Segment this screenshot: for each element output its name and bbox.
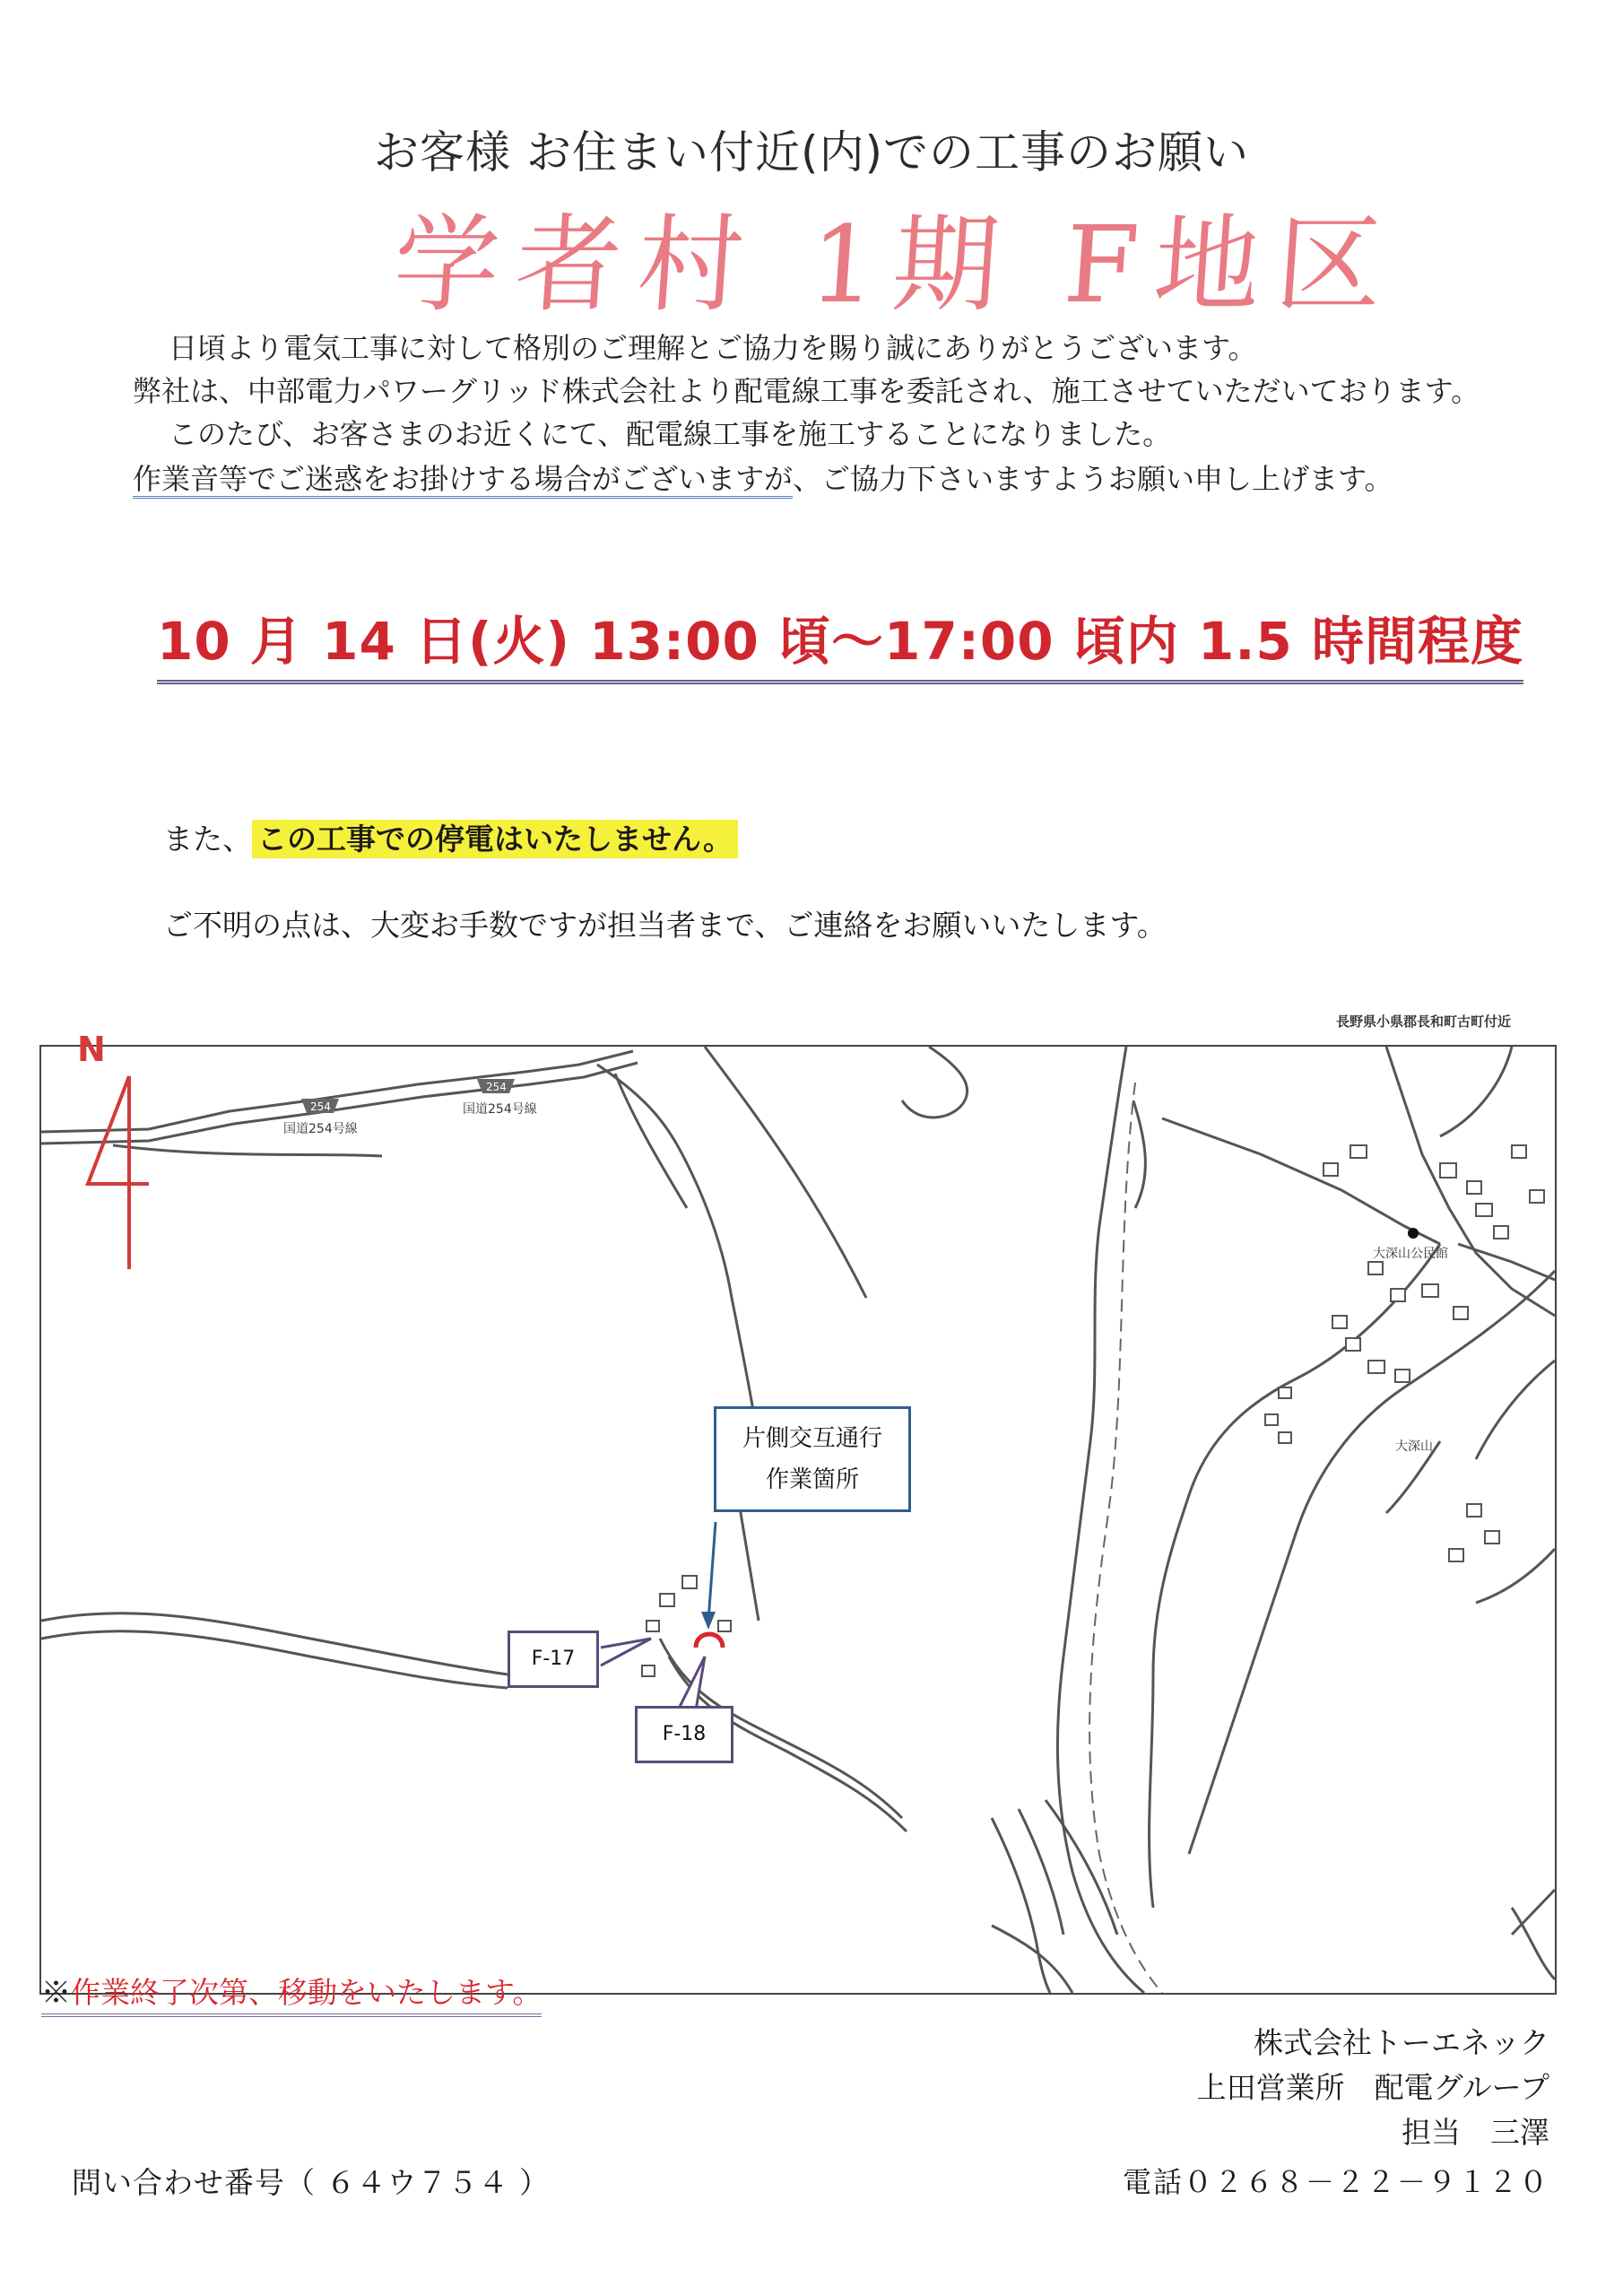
noise-apology-paragraph — [133, 457, 1393, 500]
map-location-label: 長野県小県郡長和町古町付近 — [1336, 1013, 1512, 1030]
note-text: 作業終了次第、移動をいたします。 — [71, 1975, 542, 2010]
work-schedule-datetime: 10 月 14 日(火) 13:00 頃～17:00 頃内 1.5 時間程度 — [157, 599, 1523, 684]
place-ofukayama: 大深山 — [1395, 1439, 1433, 1454]
person-in-charge: 担当 三澤 — [1402, 2115, 1549, 2150]
work-notice-paragraph: このたび、お客さまのお近くにて、配電線工事を施工することになりました。 — [169, 417, 1172, 451]
pole-f17-label: F-17 — [508, 1631, 599, 1688]
inquiry-number: 問い合わせ番号（ ６４ウ７５４ ） — [72, 2165, 550, 2200]
cooperation-text: 、ご協力下さいますようお願い申し上げます。 — [793, 462, 1393, 496]
no-outage-highlight: この工事での停電はいたしません。 — [252, 820, 738, 858]
relocation-note — [41, 1970, 542, 2017]
contact-request: ご不明の点は、大変お手数ですが担当者まで、ご連絡をお願いいたします。 — [163, 908, 1167, 943]
work-site-map — [39, 1045, 1557, 1995]
north-label: N — [77, 1030, 106, 1069]
note-mark: ※ — [41, 1975, 71, 2010]
greeting-paragraph: 日頃より電気工事に対して格別のご理解とご協力を賜り誠にありがとうございます。 — [169, 331, 1257, 365]
road-label-1: 国道254号線 — [283, 1122, 358, 1136]
callout-line-2: 作業箇所 — [765, 1466, 859, 1493]
company-name: 株式会社トーエネック — [1254, 2025, 1549, 2060]
notice-prefix: また、 — [163, 822, 252, 857]
handwritten-area-name: 学者村 1期 F地区 — [389, 203, 1403, 326]
map-drawing — [41, 1047, 1555, 1993]
office-name: 上田営業所 配電グループ — [1196, 2070, 1549, 2105]
road-shield-2: 254 — [486, 1081, 507, 1093]
callout-line-1: 片側交互通行 — [742, 1425, 882, 1452]
alternating-traffic-callout — [714, 1406, 911, 1512]
no-outage-notice — [163, 816, 738, 858]
place-community-hall: 大深山公民館 — [1373, 1247, 1448, 1261]
page-title: お客様 お住まい付近(内)での工事のお願い — [374, 126, 1249, 178]
pole-f18-label: F-18 — [635, 1706, 733, 1763]
noise-underlined-text: 作業音等でご迷惑をお掛けする場合がございますが — [133, 462, 793, 499]
road-shield-1: 254 — [310, 1100, 331, 1113]
road-label-2: 国道254号線 — [463, 1102, 537, 1117]
contractor-paragraph: 弊社は、中部電力パワーグリッド株式会社より配電線工事を委託され、施工させていただいております。 — [133, 374, 1480, 408]
phone-number: 電話０２６８－２２－９１２０ — [1122, 2165, 1549, 2199]
